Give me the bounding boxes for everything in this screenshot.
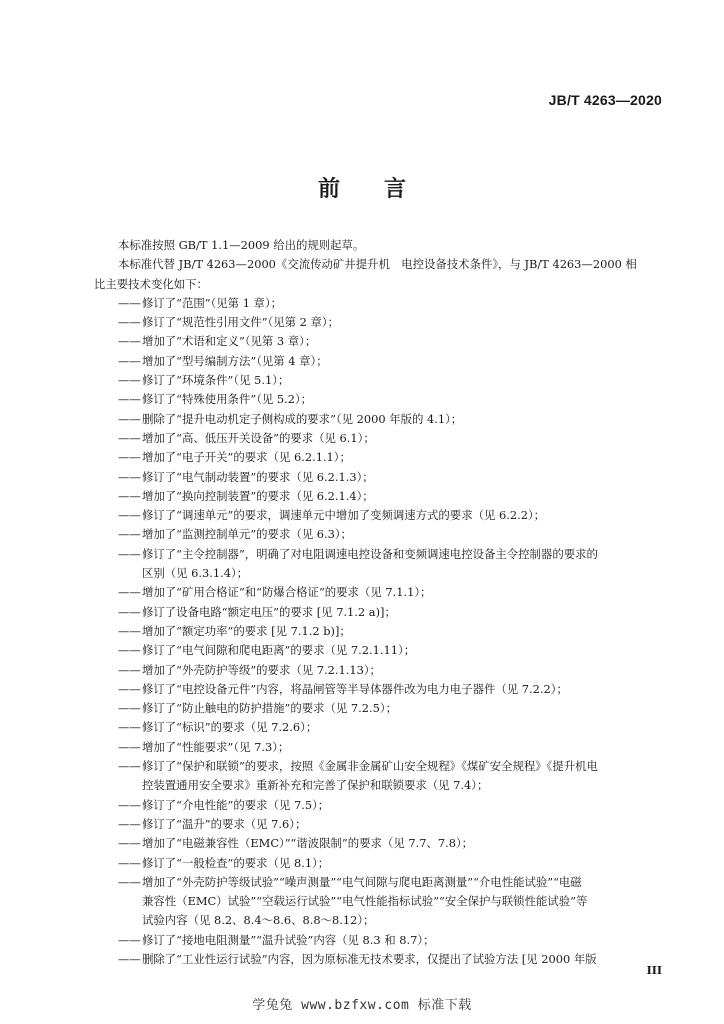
list-dash: —— [118,450,141,465]
list-dash: —— [118,623,141,638]
list-item [118,641,662,660]
page-number: III [646,964,662,977]
list-item-text: 增加了“术语和定义”（见第 3 章）； [142,334,317,349]
list-item-text: 修订了“范围”（见第 1 章）； [142,295,283,310]
list-item-continuation: 试验内容（见 8.2、8.4～8.6、8.8～8.12）； [142,913,375,928]
list-item-text: 修订了“规范性引用文件”（见第 2 章）； [142,315,339,330]
list-item [118,603,662,622]
list-dash: —— [118,353,141,368]
list-item [118,313,662,332]
list-item [118,950,662,969]
list-item-text: 修订了“温升”的要求（见 7.6）； [142,816,307,831]
list-item [118,545,662,564]
list-item [118,931,662,950]
list-item-text: 修订了“环境条件”（见 5.1）； [142,373,290,388]
list-item-text: 修订了“电气间隙和爬电距离”的要求（见 7.2.1.11）； [142,643,416,658]
list-item [118,332,662,351]
list-item [118,583,662,602]
list-dash: —— [118,720,141,735]
list-dash: —— [118,701,141,716]
list-dash: —— [118,662,141,677]
list-item [118,796,662,815]
list-item [118,815,662,834]
list-item-text: 增加了“监测控制单元”的要求（见 6.3）； [142,527,352,542]
list-item-text: 修订了“调速单元”的要求，调速单元中增加了变频调速方式的要求（见 6.2.2）； [142,508,546,523]
list-item-continuation: 兼容性（EMC）试验”“空载运行试验”“电气性能指标试验”“安全保护与联锁性能试验”等 [142,894,588,909]
list-item [118,699,662,718]
list-dash: —— [118,430,141,445]
list-dash: —— [118,836,141,851]
list-item [118,738,662,757]
intro-line-2: 本标准代替 JB/T 4263—2000《交流传动矿井提升机 电控设备技术条件》，与 JB/T 4263—2000 相 [118,257,637,272]
list-dash: —— [118,816,141,831]
list-dash: —— [118,604,141,619]
list-dash: —— [118,739,141,754]
list-item [118,506,662,525]
list-item [118,429,662,448]
list-dash: —— [118,392,141,407]
list-dash: —— [118,874,141,889]
list-dash: —— [118,797,141,812]
page-title: 前 言 [317,177,406,202]
list-dash: —— [118,411,141,426]
list-item [118,468,662,487]
list-dash: —— [118,932,141,947]
list-dash: —— [118,373,141,388]
list-dash: —— [118,315,141,330]
list-item [118,448,662,467]
list-item [118,854,662,873]
list-dash: —— [118,488,141,503]
changes-list [118,294,662,969]
list-item-text: 删除了“提升电动机定子侧构成的要求”（见 2000 年版的 4.1）； [142,411,463,426]
list-dash: —— [118,546,141,561]
list-item [118,352,662,371]
list-item-text: 修订了“电气制动装置”的要求（见 6.2.1.3）； [142,469,374,484]
list-dash: —— [118,759,141,774]
list-item-text: 增加了“电磁兼容性（EMC）”“谐波限制”的要求（见 7.7、7.8）； [142,836,474,851]
list-item-continuation: 区别（见 6.3.1.4）； [142,566,249,581]
list-item [118,834,662,853]
list-dash: —— [118,527,141,542]
list-item [118,410,662,429]
list-item [118,390,662,409]
list-item [118,680,662,699]
list-item [118,757,662,776]
list-dash: —— [118,508,141,523]
list-item-text: 修订了“保护和联锁”的要求，按照《金属非金属矿山安全规程》《煤矿安全规程》《提升机电 [142,759,598,774]
list-dash: —— [118,585,141,600]
intro-line-3: 比主要技术变化如下： [94,276,208,291]
standard-code: JB/T 4263—2020 [548,92,662,108]
list-item-text: 修订了“标识”的要求（见 7.2.6）； [142,720,318,735]
list-item-text: 修订了“主令控制器”，明确了对电阻调速电控设备和变频调速电控设备主令控制器的要求的 [142,546,598,561]
list-item-text: 修订了设备电路“额定电压”的要求 [见 7.1.2 a)]； [142,604,396,619]
watermark: 学兔兔 www.bzfxw.com 标准下载 [252,998,472,1013]
list-item-text: 增加了“外壳防护等级”的要求（见 7.2.1.13）； [142,662,381,677]
intro-line-1: 本标准按照 GB/T 1.1—2009 给出的规则起草。 [118,238,365,252]
list-item-text: 增加了“换向控制装置”的要求（见 6.2.1.4）； [142,488,374,503]
document-body [94,236,662,969]
list-item [118,371,662,390]
list-item-continuation: 控装置通用安全要求》重新补充和完善了保护和联锁要求（见 7.4）； [142,778,489,793]
list-item-text: 删除了“工业性运行试验”内容，因为原标准无技术要求，仅提出了试验方法 [见 2000 年版 [142,951,597,966]
list-item-text: 增加了“电子开关”的要求（见 6.2.1.1）； [142,450,351,465]
list-item-text: 增加了“外壳防护等级试验”“噪声测量”“电气间隙与爬电距离测量”“介电性能试验”“电磁 [142,874,582,889]
list-item [118,622,662,641]
list-item [118,525,662,544]
list-item-text: 修订了“电控设备元件”内容，将晶闸管等半导体器件改为电力电子器件（见 7.2.2）； [142,681,568,696]
list-item-text: 增加了“高、低压开关设备”的要求（见 6.1）； [142,430,375,445]
list-item-text: 增加了“矿用合格证”和“防爆合格证”的要求（见 7.1.1）； [142,585,432,600]
list-item [118,487,662,506]
list-dash: —— [118,643,141,658]
list-item-text: 修订了“特殊使用条件”（见 5.2）； [142,392,313,407]
list-dash: —— [118,469,141,484]
list-item [118,294,662,313]
list-item-text: 增加了“性能要求”（见 7.3）； [142,739,290,754]
list-item-text: 增加了“型号编制方法”（见第 4 章）； [142,353,328,368]
list-item-text: 修订了“介电性能”的要求（见 7.5）； [142,797,330,812]
list-item-text: 修订了“防止触电的防护措施”的要求（见 7.2.5）； [142,701,397,716]
list-item-text: 增加了“额定功率”的要求 [见 7.1.2 b)]； [142,623,351,638]
list-dash: —— [118,334,141,349]
list-dash: —— [118,681,141,696]
list-item [118,718,662,737]
list-item-text: 修订了“接地电阻测量”“温升试验”内容（见 8.3 和 8.7）； [142,932,435,947]
list-dash: —— [118,855,141,870]
list-item [118,661,662,680]
list-dash: —— [118,951,141,966]
list-dash: —— [118,295,141,310]
list-item [118,873,662,892]
list-item-text: 修订了“一般检查”的要求（见 8.1）； [142,855,330,870]
